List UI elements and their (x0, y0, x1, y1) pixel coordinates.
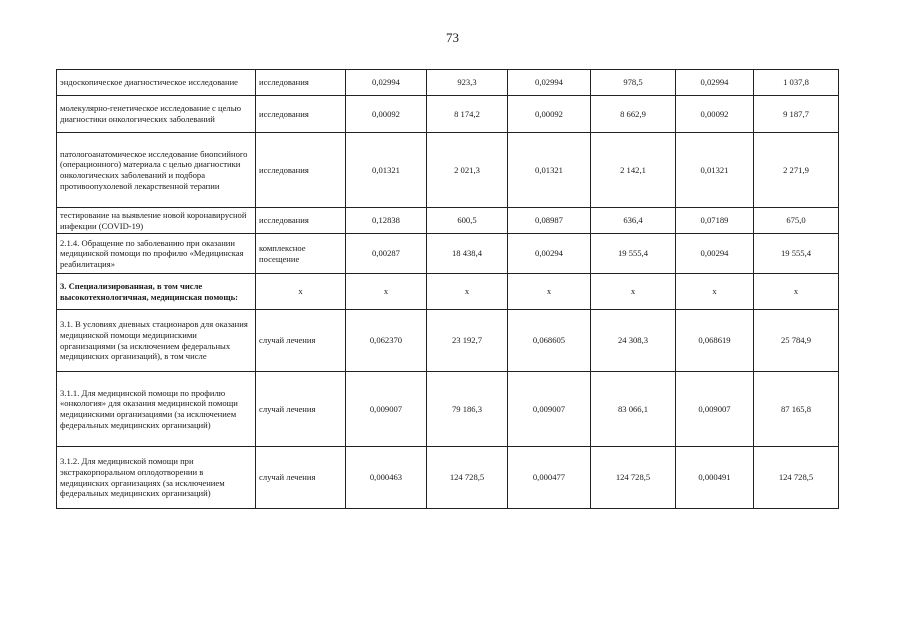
row-value-4: 978,5 (591, 70, 676, 96)
row-value-1: 0,00092 (346, 96, 427, 133)
row-value-5: 0,01321 (676, 133, 754, 208)
row-value-3: 0,08987 (508, 208, 591, 234)
table-row (57, 70, 839, 96)
row-value-3: 0,02994 (508, 70, 591, 96)
row-value-4: х (591, 274, 676, 310)
row-unit: х (256, 274, 346, 310)
row-unit: случай лечения (256, 447, 346, 509)
row-value-6: х (754, 274, 839, 310)
row-value-5: 0,009007 (676, 372, 754, 447)
row-value-6: 675,0 (754, 208, 839, 234)
row-value-5: 0,068619 (676, 310, 754, 372)
row-value-2: 8 174,2 (427, 96, 508, 133)
table-row (57, 133, 839, 208)
row-value-4: 8 662,9 (591, 96, 676, 133)
table-row (57, 447, 839, 509)
row-value-4: 636,4 (591, 208, 676, 234)
row-value-6: 9 187,7 (754, 96, 839, 133)
row-value-1: 0,062370 (346, 310, 427, 372)
row-value-2: 124 728,5 (427, 447, 508, 509)
row-value-6: 87 165,8 (754, 372, 839, 447)
row-value-1: 0,02994 (346, 70, 427, 96)
row-value-2: 923,3 (427, 70, 508, 96)
row-value-1: 0,000463 (346, 447, 427, 509)
row-value-1: 0,01321 (346, 133, 427, 208)
row-value-5: х (676, 274, 754, 310)
row-value-1: 0,12838 (346, 208, 427, 234)
row-value-6: 1 037,8 (754, 70, 839, 96)
row-unit: комплексное посещение (256, 234, 346, 274)
row-unit: исследования (256, 70, 346, 96)
row-value-3: х (508, 274, 591, 310)
row-unit: случай лечения (256, 310, 346, 372)
row-value-1: 0,009007 (346, 372, 427, 447)
row-value-6: 19 555,4 (754, 234, 839, 274)
row-value-2: х (427, 274, 508, 310)
row-value-2: 18 438,4 (427, 234, 508, 274)
row-value-4: 83 066,1 (591, 372, 676, 447)
row-value-4: 19 555,4 (591, 234, 676, 274)
row-name: 3.1. В условиях дневных стационаров для оказания медицинской помощи медицинскими организациями (за исключением федеральных медицинских организаций), в том числе (57, 310, 256, 372)
table-row (57, 234, 839, 274)
row-value-3: 0,000477 (508, 447, 591, 509)
row-value-2: 23 192,7 (427, 310, 508, 372)
row-value-4: 124 728,5 (591, 447, 676, 509)
row-name: 3. Специализированная, в том числе высокотехнологичная, медицинская помощь: (57, 274, 256, 310)
row-unit: случай лечения (256, 372, 346, 447)
row-value-4: 2 142,1 (591, 133, 676, 208)
row-name: патологоанатомическое исследование биопсийного (операционного) материала с целью диагностики онкологических заболеваний и подбора противоопухолевой лекарственной терапии (57, 133, 256, 208)
row-name: тестирование на выявление новой коронавирусной инфекции (COVID-19) (57, 208, 256, 234)
row-value-1: х (346, 274, 427, 310)
row-name: эндоскопическое диагностическое исследование (57, 70, 256, 96)
row-value-2: 600,5 (427, 208, 508, 234)
row-value-6: 25 784,9 (754, 310, 839, 372)
row-value-6: 124 728,5 (754, 447, 839, 509)
row-value-3: 0,00294 (508, 234, 591, 274)
row-value-2: 79 186,3 (427, 372, 508, 447)
table-row (57, 96, 839, 133)
table-row (57, 274, 839, 310)
row-value-3: 0,00092 (508, 96, 591, 133)
row-value-5: 0,00294 (676, 234, 754, 274)
row-value-1: 0,00287 (346, 234, 427, 274)
row-value-5: 0,07189 (676, 208, 754, 234)
table-row (57, 372, 839, 447)
row-name: 3.1.2. Для медицинской помощи при экстракорпоральном оплодотворении в медицинских организациях (за исключением федеральных медицинских организаций) (57, 447, 256, 509)
page-number: 73 (446, 30, 459, 45)
row-value-5: 0,00092 (676, 96, 754, 133)
row-name: 2.1.4. Обращение по заболеванию при оказании медицинской помощи по профилю «Медицинская реабилитация» (57, 234, 256, 274)
row-unit: исследования (256, 133, 346, 208)
table-row (57, 310, 839, 372)
row-name: 3.1.1. Для медицинской помощи по профилю «онкология» для оказания медицинской помощи медицинскими организациями (за исключением федеральных медицинских организаций) (57, 372, 256, 447)
row-value-2: 2 021,3 (427, 133, 508, 208)
row-value-5: 0,02994 (676, 70, 754, 96)
norms-table (56, 69, 839, 509)
row-value-3: 0,01321 (508, 133, 591, 208)
table-row (57, 208, 839, 234)
row-value-4: 24 308,3 (591, 310, 676, 372)
row-value-3: 0,068605 (508, 310, 591, 372)
row-unit: исследования (256, 96, 346, 133)
row-unit: исследования (256, 208, 346, 234)
row-value-3: 0,009007 (508, 372, 591, 447)
row-value-5: 0,000491 (676, 447, 754, 509)
row-value-6: 2 271,9 (754, 133, 839, 208)
row-name: молекулярно-генетическое исследование с целью диагностики онкологических заболеваний (57, 96, 256, 133)
